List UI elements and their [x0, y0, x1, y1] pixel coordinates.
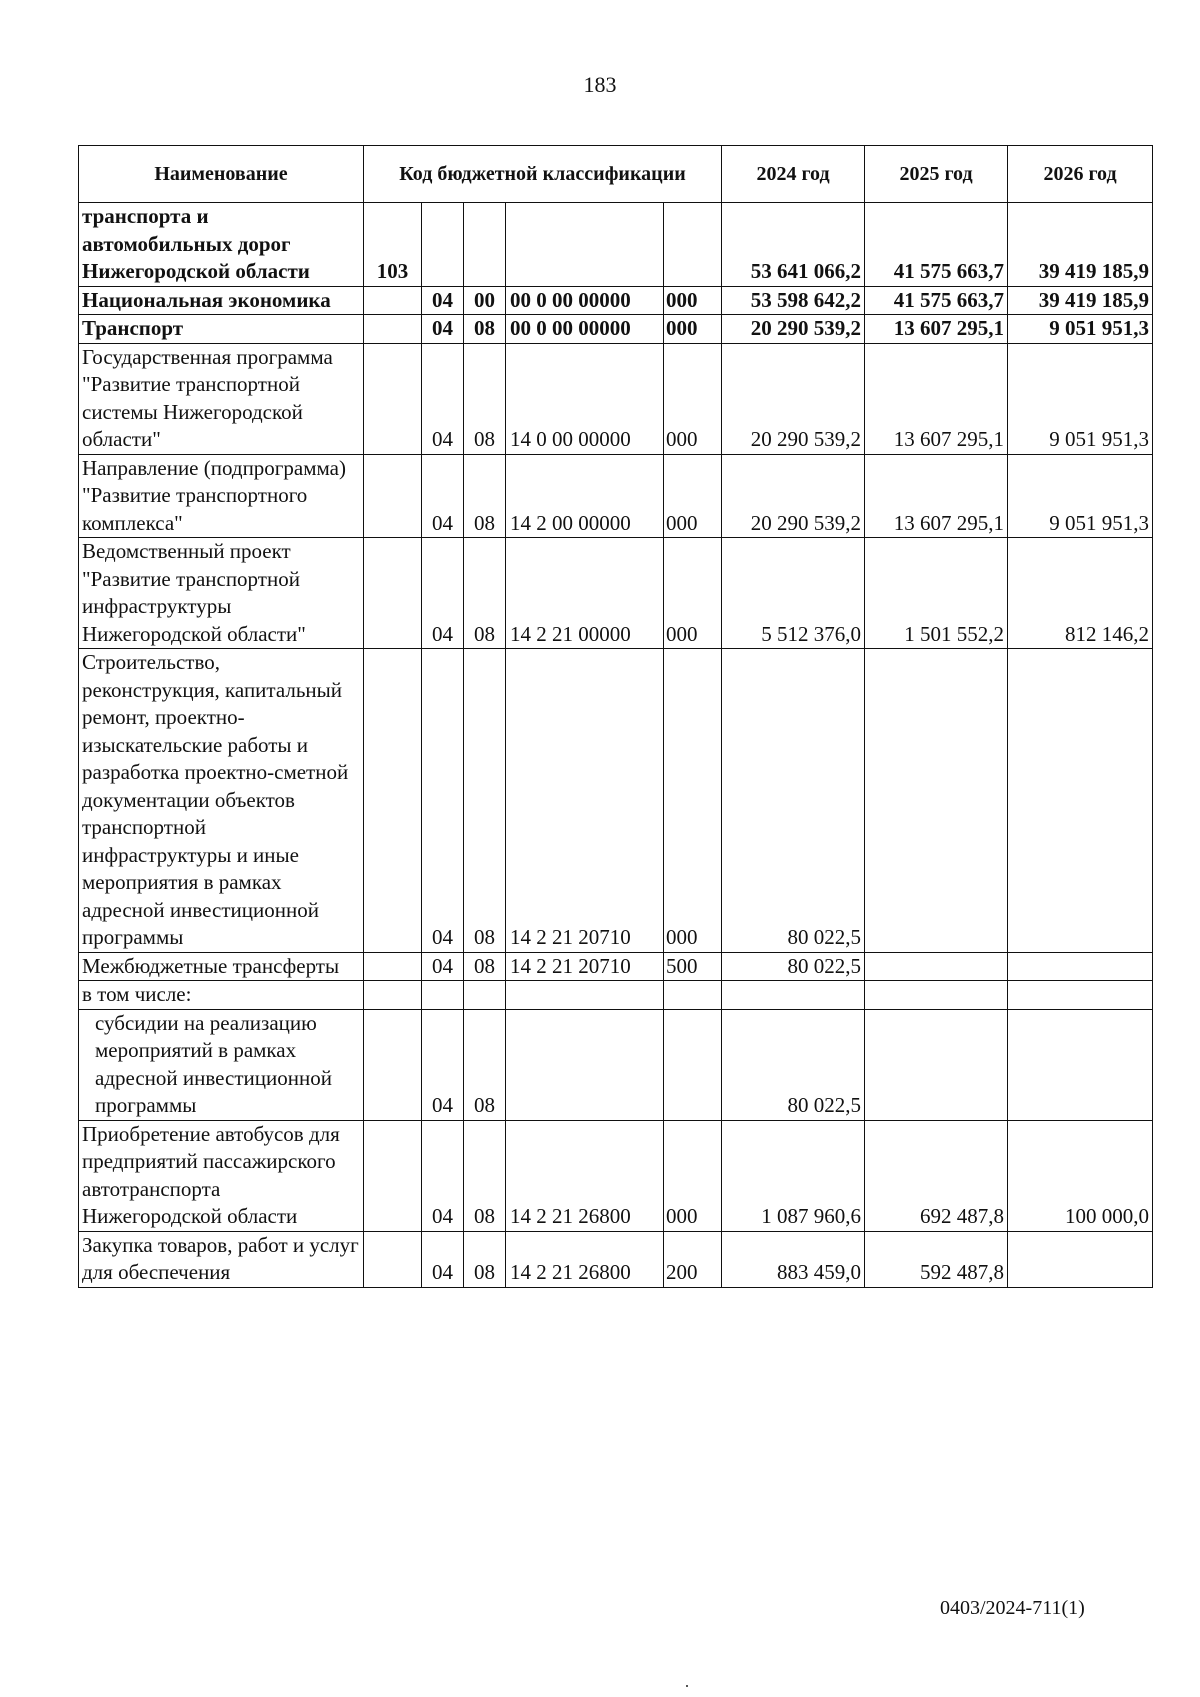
row-value-2024: 53 598 642,2: [722, 286, 865, 315]
table-row: [79, 1231, 1153, 1287]
row-vr: 200: [664, 1231, 722, 1287]
row-grbs: [364, 1009, 422, 1120]
row-value-2025: 41 575 663,7: [865, 203, 1008, 287]
table-row: [79, 315, 1153, 344]
row-vr: 000: [664, 649, 722, 953]
table-row: [79, 538, 1153, 649]
row-name: в том числе:: [79, 981, 364, 1010]
header-code: Код бюджетной классификации: [364, 146, 722, 203]
row-vr: 000: [664, 1120, 722, 1231]
row-name: Государственная программа "Развитие транспортной системы Нижегородской области": [79, 343, 364, 454]
row-value-2025: [865, 952, 1008, 981]
table-row: [79, 649, 1153, 953]
row-csr: 00 0 00 00000: [506, 315, 664, 344]
row-name: Закупка товаров, работ и услуг для обеспечения: [79, 1231, 364, 1287]
scan-speck: [686, 1685, 688, 1687]
row-name: Направление (подпрограмма) "Развитие транспортного комплекса": [79, 454, 364, 538]
row-rz: 04: [422, 649, 464, 953]
row-vr: [664, 1009, 722, 1120]
row-csr: [506, 981, 664, 1010]
row-grbs: [364, 286, 422, 315]
row-rz: [422, 981, 464, 1010]
row-grbs: [364, 538, 422, 649]
row-grbs: [364, 1231, 422, 1287]
row-value-2025: 1 501 552,2: [865, 538, 1008, 649]
row-rz: 04: [422, 1120, 464, 1231]
row-pr: 08: [464, 1009, 506, 1120]
row-csr: 14 2 21 26800: [506, 1231, 664, 1287]
row-pr: 08: [464, 952, 506, 981]
table-row: [79, 286, 1153, 315]
row-value-2024: [722, 981, 865, 1010]
row-csr: 14 2 00 00000: [506, 454, 664, 538]
row-rz: 04: [422, 1231, 464, 1287]
row-grbs: [364, 952, 422, 981]
row-pr: 00: [464, 286, 506, 315]
table-row: [79, 343, 1153, 454]
row-grbs: [364, 649, 422, 953]
row-value-2026: 39 419 185,9: [1008, 286, 1153, 315]
row-value-2026: 9 051 951,3: [1008, 343, 1153, 454]
row-value-2026: 9 051 951,3: [1008, 454, 1153, 538]
table-row: [79, 1120, 1153, 1231]
row-vr: 000: [664, 454, 722, 538]
row-value-2026: 9 051 951,3: [1008, 315, 1153, 344]
row-value-2024: 883 459,0: [722, 1231, 865, 1287]
row-csr: 14 2 21 00000: [506, 538, 664, 649]
row-name: Ведомственный проект "Развитие транспортной инфраструктуры Нижегородской области": [79, 538, 364, 649]
row-rz: 04: [422, 286, 464, 315]
row-value-2026: [1008, 952, 1153, 981]
row-pr: 08: [464, 1231, 506, 1287]
table-row: [79, 454, 1153, 538]
row-value-2025: 592 487,8: [865, 1231, 1008, 1287]
row-pr: 08: [464, 315, 506, 344]
row-pr: [464, 981, 506, 1010]
row-vr: 000: [664, 538, 722, 649]
header-2025: 2025 год: [865, 146, 1008, 203]
row-vr: 000: [664, 343, 722, 454]
row-value-2024: 5 512 376,0: [722, 538, 865, 649]
row-value-2025: [865, 649, 1008, 953]
budget-table: [78, 145, 1153, 1288]
row-name: Национальная экономика: [79, 286, 364, 315]
row-csr: [506, 1009, 664, 1120]
row-value-2025: 41 575 663,7: [865, 286, 1008, 315]
row-value-2026: [1008, 1009, 1153, 1120]
header-name: Наименование: [79, 146, 364, 203]
row-value-2025: 692 487,8: [865, 1120, 1008, 1231]
row-vr: [664, 981, 722, 1010]
row-rz: 04: [422, 952, 464, 981]
row-value-2024: 1 087 960,6: [722, 1120, 865, 1231]
row-vr: 000: [664, 315, 722, 344]
row-grbs: [364, 981, 422, 1010]
row-grbs: [364, 1120, 422, 1231]
row-value-2026: [1008, 1231, 1153, 1287]
document-code: 0403/2024-711(1): [940, 1597, 1085, 1619]
row-csr: 14 2 21 26800: [506, 1120, 664, 1231]
row-name: Межбюджетные трансферты: [79, 952, 364, 981]
row-pr: 08: [464, 1120, 506, 1231]
row-value-2025: [865, 981, 1008, 1010]
row-csr: 00 0 00 00000: [506, 286, 664, 315]
row-value-2024: 80 022,5: [722, 952, 865, 981]
row-name: Транспорт: [79, 315, 364, 344]
row-rz: 04: [422, 343, 464, 454]
row-value-2026: 812 146,2: [1008, 538, 1153, 649]
row-value-2024: 80 022,5: [722, 649, 865, 953]
row-rz: 04: [422, 1009, 464, 1120]
row-csr: 14 2 21 20710: [506, 952, 664, 981]
row-csr: [506, 203, 664, 287]
row-value-2025: 13 607 295,1: [865, 315, 1008, 344]
header-2024: 2024 год: [722, 146, 865, 203]
row-value-2026: [1008, 649, 1153, 953]
row-grbs: [364, 315, 422, 344]
row-name: транспорта и автомобильных дорог Нижегородской области: [79, 203, 364, 287]
row-rz: [422, 203, 464, 287]
row-csr: 14 0 00 00000: [506, 343, 664, 454]
table-row: [79, 981, 1153, 1010]
row-pr: [464, 203, 506, 287]
row-grbs: [364, 343, 422, 454]
row-value-2024: 80 022,5: [722, 1009, 865, 1120]
row-vr: 500: [664, 952, 722, 981]
table-row: [79, 952, 1153, 981]
row-vr: [664, 203, 722, 287]
row-value-2025: 13 607 295,1: [865, 343, 1008, 454]
row-name: Приобретение автобусов для предприятий пассажирского автотранспорта Нижегородской области: [79, 1120, 364, 1231]
row-value-2025: [865, 1009, 1008, 1120]
row-value-2024: 20 290 539,2: [722, 315, 865, 344]
page-number: 183: [583, 72, 617, 97]
row-value-2024: 53 641 066,2: [722, 203, 865, 287]
row-value-2024: 20 290 539,2: [722, 454, 865, 538]
table-header-row: [79, 146, 1153, 203]
row-rz: 04: [422, 315, 464, 344]
row-name: Строительство, реконструкция, капитальный ремонт, проектно-изыскательские работы и разработка проектно-сметной документации объектов транспортной инфраструктуры и иные мероприятия в рамках адресной инвестиционной программы: [79, 649, 364, 953]
row-value-2026: [1008, 981, 1153, 1010]
row-value-2026: 100 000,0: [1008, 1120, 1153, 1231]
row-value-2025: 13 607 295,1: [865, 454, 1008, 538]
row-value-2024: 20 290 539,2: [722, 343, 865, 454]
row-rz: 04: [422, 454, 464, 538]
row-grbs: 103: [364, 203, 422, 287]
row-pr: 08: [464, 649, 506, 953]
row-name: субсидии на реализацию мероприятий в рамках адресной инвестиционной программы: [79, 1009, 364, 1120]
row-pr: 08: [464, 454, 506, 538]
row-csr: 14 2 21 20710: [506, 649, 664, 953]
table-row: [79, 1009, 1153, 1120]
row-vr: 000: [664, 286, 722, 315]
row-rz: 04: [422, 538, 464, 649]
row-grbs: [364, 454, 422, 538]
row-pr: 08: [464, 538, 506, 649]
row-pr: 08: [464, 343, 506, 454]
row-value-2026: 39 419 185,9: [1008, 203, 1153, 287]
table-row: [79, 203, 1153, 287]
header-2026: 2026 год: [1008, 146, 1153, 203]
